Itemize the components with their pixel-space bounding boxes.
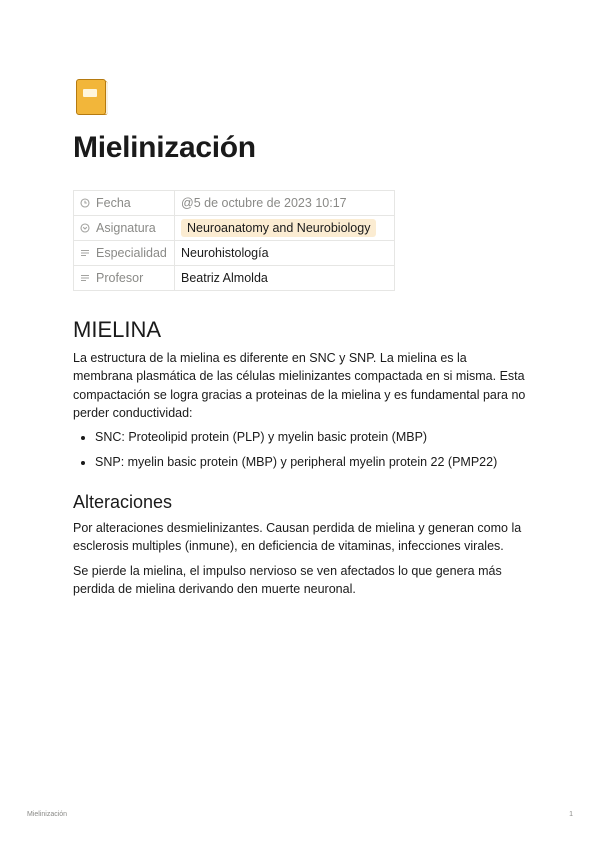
property-key: [74, 266, 175, 291]
clock-icon: [80, 198, 90, 208]
property-key: [74, 241, 175, 266]
section-heading-alteraciones: Alteraciones: [73, 492, 173, 513]
property-key: [74, 216, 175, 241]
property-row-fecha: [74, 191, 395, 216]
property-key-label: Especialidad: [96, 246, 167, 260]
page-content: [73, 78, 527, 604]
paragraph: Se pierde la mielina, el impulso nervioso se ven afectados lo que genera más perdida de mielina derivando den muerte neuronal.: [73, 563, 502, 597]
property-key-label: Profesor: [96, 271, 144, 285]
footer-title: Mielinización: [27, 811, 68, 818]
list-item: • SNP: myelin basic protein (MBP) y peripheral myelin protein 22 (PMP22): [95, 453, 527, 471]
list-item: • SNC: Proteolipid protein (PLP) y myelin basic protein (MBP): [95, 428, 527, 446]
property-key-label: Asignatura: [96, 221, 156, 235]
subject-tag[interactable]: Neuroanatomy and Neurobiology: [181, 219, 376, 237]
property-value-text[interactable]: Beatriz Almolda: [175, 266, 395, 291]
section-heading-mielina: MIELINA: [73, 317, 162, 342]
property-row-profesor: [74, 266, 395, 291]
select-icon: [80, 223, 90, 233]
book-icon: [75, 78, 111, 118]
paragraph: La estructura de la mielina es diferente en SNC y SNP. La mielina es la membrana plasmática de las células mielinizantes compactada en si misma. Esta compactación se logra gracias a proteinas de la mielina y es fundamental para no perder conductividad:: [73, 351, 526, 420]
text-icon: [80, 273, 90, 283]
paragraph: Por alteraciones desmielinizantes. Causan perdida de mielina y generan como la esclerosis multiples (inmune), en deficiencia de vitaminas, infecciones virales.: [73, 521, 522, 554]
property-value-text[interactable]: Neurohistología: [175, 241, 395, 266]
page-title: Mielinización: [73, 131, 256, 164]
property-value-date[interactable]: @5 de octubre de 2023 10:17: [175, 191, 395, 216]
properties-table: [73, 190, 395, 291]
property-key: [74, 191, 175, 216]
property-row-especialidad: [74, 241, 395, 266]
bullet-list: [73, 428, 527, 471]
text-icon: [80, 248, 90, 258]
footer-page-number: 1: [569, 811, 573, 818]
property-row-asignatura: [74, 216, 395, 241]
property-key-label: Fecha: [96, 196, 131, 210]
property-value-select[interactable]: [175, 216, 395, 241]
